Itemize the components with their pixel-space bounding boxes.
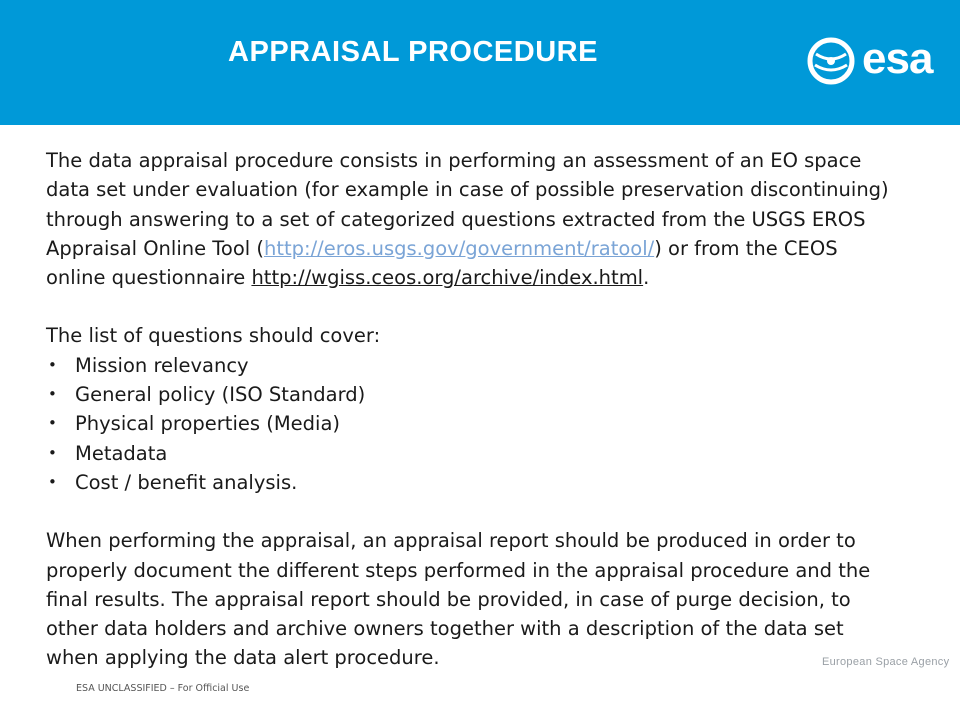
agency-label: European Space Agency bbox=[822, 656, 950, 668]
report-paragraph: When performing the appraisal, an appraisal report should be produced in order to properly document the different steps performed in the appraisal procedure and the final results. The appraisal report should be provided, in case of purge decision, to other data holders and archive owners together with a description of the data set when applying the data alert procedure. bbox=[46, 529, 871, 670]
usgs-ratool-link[interactable]: http://eros.usgs.gov/government/ratool/ bbox=[264, 236, 655, 260]
esa-logo bbox=[806, 36, 940, 86]
intro-text-3: . bbox=[643, 266, 650, 290]
classification-label: ESA UNCLASSIFIED – For Official Use bbox=[76, 683, 250, 694]
list-item: • Metadata bbox=[46, 439, 896, 468]
list-item: • General policy (ISO Standard) bbox=[46, 380, 896, 409]
list-item: • Physical properties (Media) bbox=[46, 409, 896, 438]
intro-text-1: The data appraisal procedure consists in performing an assessment of an EO space data set under evaluation (for example in case of possible preservation discontinuing) through answering to a set of categorized questions extracted from the USGS EROS Appraisal Online Tool ( bbox=[46, 149, 889, 260]
list-item: • Mission relevancy bbox=[46, 351, 896, 380]
intro-paragraph bbox=[46, 146, 896, 292]
questions-list bbox=[46, 351, 896, 497]
intro-text-2: ) or from the CEOS online questionnaire bbox=[46, 236, 838, 290]
slide-title: APPRAISAL PROCEDURE bbox=[228, 36, 598, 68]
slide-body bbox=[46, 146, 896, 673]
header-bar bbox=[0, 0, 960, 125]
list-intro: The list of questions should cover: bbox=[46, 324, 381, 348]
esa-logo-text: esa bbox=[862, 34, 933, 83]
list-item: • Cost / benefit analysis. bbox=[46, 468, 896, 497]
ceos-archive-link[interactable]: http://wgiss.ceos.org/archive/index.html bbox=[251, 266, 644, 290]
esa-globe-icon bbox=[806, 36, 856, 86]
